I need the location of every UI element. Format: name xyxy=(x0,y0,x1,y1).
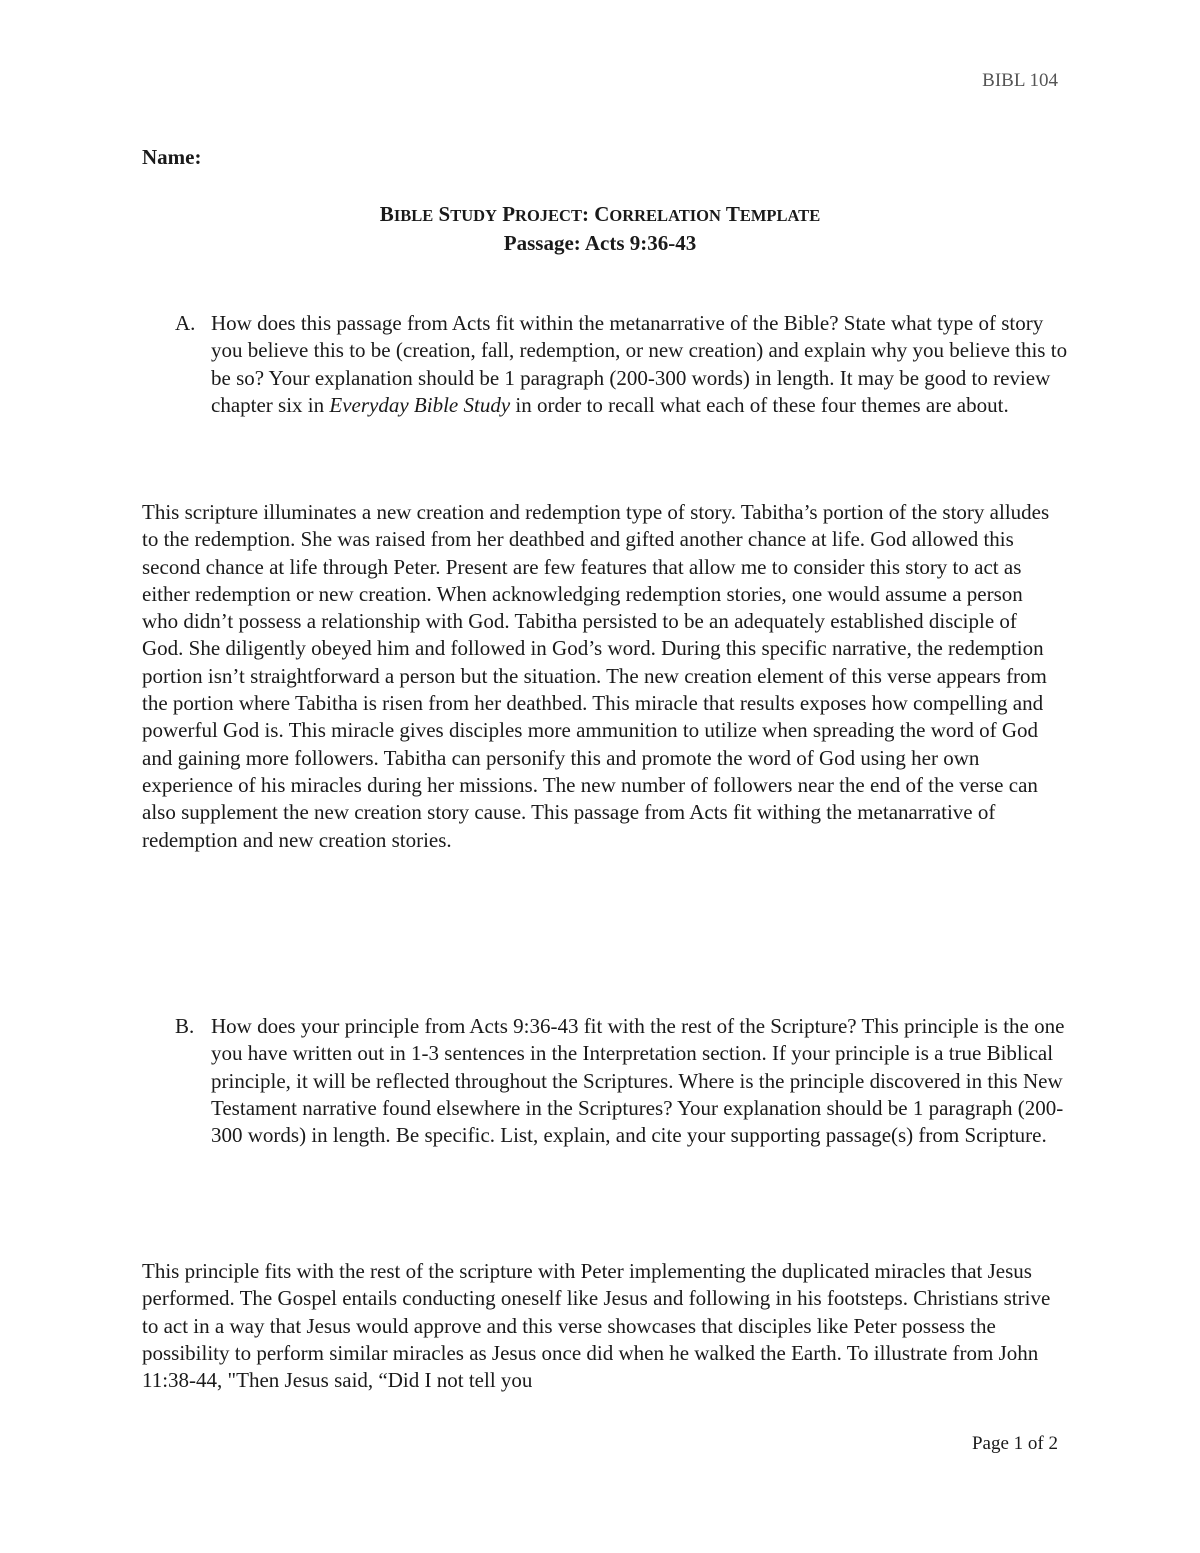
title-rest: IBLE xyxy=(393,206,434,225)
title-rest: ORRELATION xyxy=(609,206,721,225)
book-title-italic: Everyday Bible Study xyxy=(329,392,511,417)
answer-b-paragraph: This principle fits with the rest of the scripture with Peter implementing the duplicated miracles that Jesus performed. The Gospel entails conducting oneself like Jesus and following in his footsteps. Christians strive to act in a way that Jesus would approve and this verse showcases that disciples like Peter possess the possibility to perform similar miracles as Jesus once did when he walked the Earth. To illustrate from John 11:38-44, "Then Jesus said, “Did I not tell you xyxy=(142,1259,1051,1393)
title-rest: ROJECT xyxy=(515,206,582,225)
question-a-text-end: in order to recall what each of these four themes are about. xyxy=(510,392,1009,417)
question-b-text: How does your principle from Acts 9:36-43 fit with the rest of the Scripture? This principle is the one you have written out in 1-3 sentences in the Interpretation section. If your principle is a true Biblical principle, it will be reflected throughout the Scriptures. Where is the principle discovered in this New Testament narrative found elsewhere in the Scriptures? Your explanation should be 1 paragraph (200-300 words) in length. Be specific. List, explain, and cite your supporting passage(s) from Scripture. xyxy=(211,1014,1065,1148)
passage-reference: Passage: Acts 9:36-43 xyxy=(503,231,697,255)
title-cap: B xyxy=(379,202,394,226)
title-cap: P xyxy=(502,202,516,226)
title-rest: TUDY xyxy=(450,206,497,225)
title-cap: C xyxy=(594,202,610,226)
question-b-letter: B. xyxy=(175,1014,195,1038)
document-title xyxy=(0,200,1200,230)
answer-a-paragraph: This scripture illuminates a new creation and redemption type of story. Tabitha’s portion of the story alludes to the redemption. She was raised from her deathbed and gifted another chance at life. God allowed this second chance at life through Peter. Present are few features that allow me to consider this story to act as either redemption or new creation. When acknowledging redemption stories, one would assume a person who didn’t possess a relationship with God. Tabitha persisted to be an adequately established disciple of God. She diligently obeyed him and followed in God’s word. During this specific narrative, the redemption portion isn’t straightforward a person but the situation. The new creation element of this verse appears from the portion where Tabitha is risen from her deathbed. This miracle that results exposes how compelling and powerful God is. This miracle gives disciples more ammunition to utilize when spreading the word of God and gaining more followers. Tabitha can personify this and promote the word of God using her own experience of his miracles during her missions. The new number of followers near the end of the verse can also supplement the new creation story cause. This passage from Acts fit withing the metanarrative of redemption and new creation stories. xyxy=(142,500,1050,852)
name-label: Name: xyxy=(142,145,202,169)
title-cap: S xyxy=(438,202,451,226)
title-cap: T xyxy=(725,202,740,226)
question-a-text-start: How does this passage from Acts fit within the metanarrative of the Bible? State what type of story you believe this to be (creation, fall, redemption, or new creation) and explain why you believe this to be so? Your explanation should be 1 paragraph (200-300 words) in length. It may be good to review chapter six in xyxy=(211,311,1068,417)
title-rest: EMPLATE xyxy=(739,206,821,225)
course-code: BIBL 104 xyxy=(982,70,1058,91)
question-a-text xyxy=(211,310,1075,419)
question-a-letter: A. xyxy=(175,311,196,335)
question-b xyxy=(175,1013,1075,1149)
page-number: Page 1 of 2 xyxy=(971,1433,1058,1454)
question-a xyxy=(175,310,1075,419)
title-colon: : xyxy=(581,202,589,226)
